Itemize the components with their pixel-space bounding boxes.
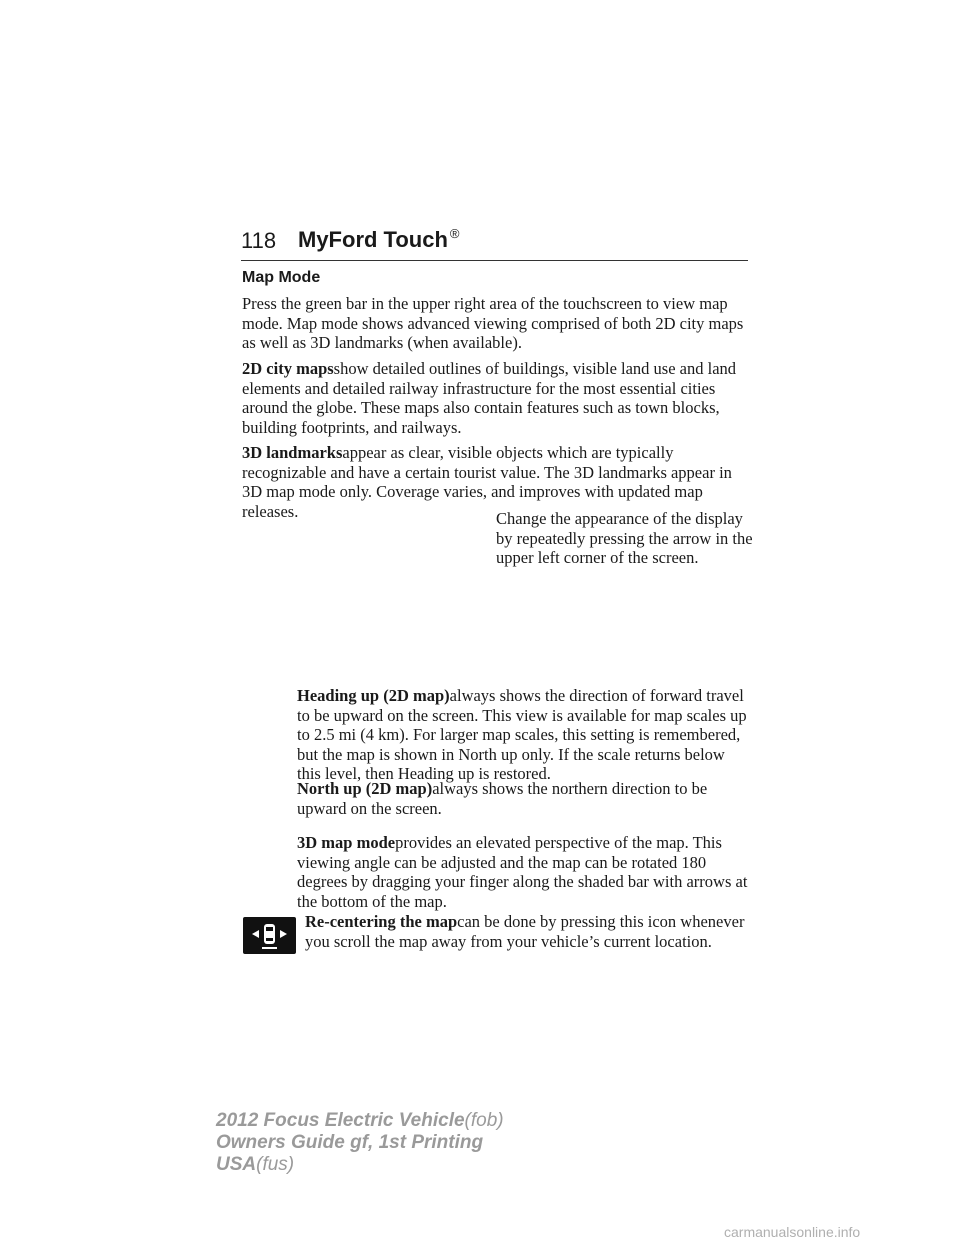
recenter-icon <box>243 917 296 954</box>
recenter-term: Re-centering the map <box>305 912 458 931</box>
page-header <box>241 226 748 261</box>
north-up-paragraph: North up (2D map)always shows the northern direction to be upward on the screen. <box>297 779 708 818</box>
north-up-term: North up (2D map) <box>297 779 433 798</box>
map-mode-3d-paragraph: 3D map modeprovides an elevated perspective of the map. This viewing angle can be adjusted and the map can be rotated 180 degrees by dragging your finger along the shaded bar with arrows at the bottom of the map. <box>297 833 748 911</box>
chapter-title: MyFord Touch ® <box>298 226 460 252</box>
section-title: Map Mode <box>242 269 321 286</box>
watermark: carmanualsonline.info <box>724 1224 861 1240</box>
city-maps-paragraph: 2D city mapsshow detailed outlines of buildings, visible land use and land elements and detailed railway infrastructure for the most essential cities around the globe. These maps also contain features such as town blocks, building footprints, and railways. <box>242 359 737 437</box>
change-appearance-paragraph: Change the appearance of the display by repeatedly pressing the arrow in the upper left corner of the screen. <box>496 509 753 567</box>
footer-line-3: USA(fus) <box>216 1154 295 1175</box>
heading-up-paragraph: Heading up (2D map)always shows the direction of forward travel to be upward on the screen. This view is available for map scales up to 2.5 mi (4 km). For larger map scales, this setting is remembered, but the map is shown in North up only. If the scale returns below this level, then Heading up is restored. <box>297 686 747 783</box>
map-mode-3d-term: 3D map mode <box>297 833 396 852</box>
footer-line-2: Owners Guide gf, 1st Printing <box>216 1132 484 1153</box>
document-footer <box>216 1110 504 1176</box>
footer-line-1: 2012 Focus Electric Vehicle(fob) <box>216 1110 504 1131</box>
intro-paragraph: Press the green bar in the upper right area of the touchscreen to view map mode. Map mode shows advanced viewing comprised of both 2D city maps as well as 3D landmarks (when available). <box>242 294 744 352</box>
landmarks-paragraph: 3D landmarksappear as clear, visible objects which are typically recognizable and have a certain tourist value. The 3D landmarks appear in 3D map mode only. Coverage varies, and improves with updated map releases. <box>242 443 732 521</box>
page-number: 118 <box>241 228 277 253</box>
registered-mark: ® <box>449 226 460 241</box>
heading-up-term: Heading up (2D map) <box>297 686 450 705</box>
city-maps-term: 2D city maps <box>242 359 334 378</box>
recenter-paragraph: Re-centering the mapcan be done by pressing this icon whenever you scroll the map away from your vehicle’s current location. <box>305 912 745 951</box>
landmarks-term: 3D landmarks <box>242 443 343 462</box>
